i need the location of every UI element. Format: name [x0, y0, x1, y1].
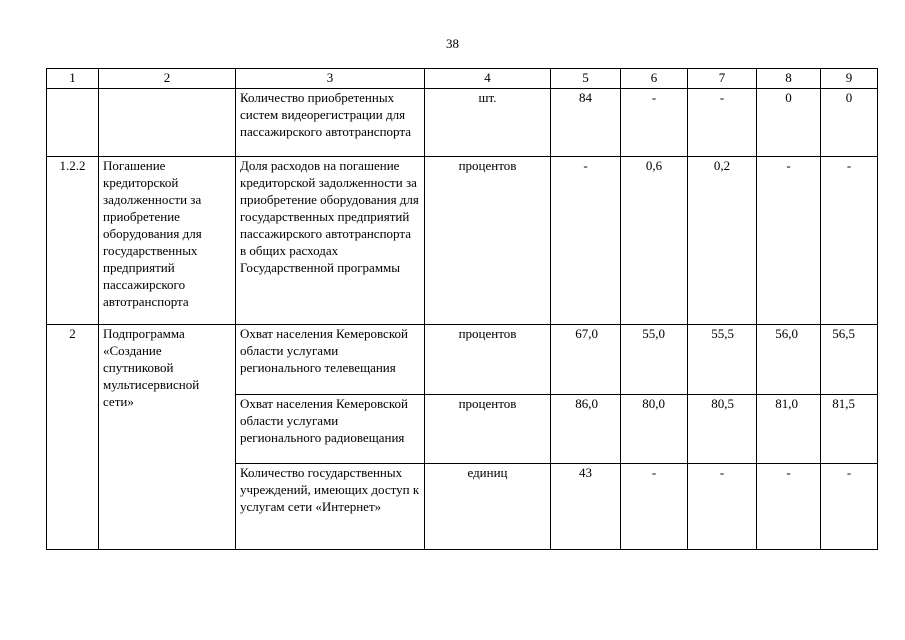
row-value-6: 55,0 — [621, 325, 688, 395]
row-value-6: - — [621, 89, 688, 157]
row-value-8: - — [757, 464, 821, 550]
row-value-7: - — [688, 464, 757, 550]
row-value-5: 84 — [551, 89, 621, 157]
row-value-7: 80,5 — [688, 395, 757, 464]
header-cell-8: 8 — [757, 69, 821, 89]
row-value-7: 55,5 — [688, 325, 757, 395]
header-cell-7: 7 — [688, 69, 757, 89]
row-value-5: 43 — [551, 464, 621, 550]
row-unit: процентов — [425, 157, 551, 325]
indicators-table — [46, 68, 878, 550]
row-value-9: 0 — [821, 89, 878, 157]
row-number: 1.2.2 — [47, 157, 99, 325]
row-indicator: Количество приобретенных систем видеорегистрации для пассажирского автотранспорта — [236, 89, 425, 157]
row-indicator: Количество государственных учреждений, имеющих доступ к услугам сети «Интернет» — [236, 464, 425, 550]
row-name: Подпрограмма «Создание спутниковой мультисервисной сети» — [99, 325, 236, 550]
row-indicator: Охват населения Кемеровской области услугами регионального радиовещания — [236, 395, 425, 464]
row-name — [99, 89, 236, 157]
row-name: Погашение кредиторской задолженности за приобретение оборудования для государственных предприятий пассажирского автотранспорта — [99, 157, 236, 325]
row-value-9: - — [821, 157, 878, 325]
table-row — [47, 89, 878, 157]
header-cell-4: 4 — [425, 69, 551, 89]
row-value-8: - — [757, 157, 821, 325]
row-indicator: Охват населения Кемеровской области услугами регионального телевещания — [236, 325, 425, 395]
header-cell-6: 6 — [621, 69, 688, 89]
row-value-6: - — [621, 464, 688, 550]
row-value-5: 86,0 — [551, 395, 621, 464]
row-value-7: - — [688, 89, 757, 157]
header-cell-3: 3 — [236, 69, 425, 89]
row-value-8: 56,0 — [757, 325, 821, 395]
header-cell-2: 2 — [99, 69, 236, 89]
row-unit: процентов — [425, 325, 551, 395]
table-header-row — [47, 69, 878, 89]
header-cell-1: 1 — [47, 69, 99, 89]
row-unit: шт. — [425, 89, 551, 157]
row-value-9: 81,5 — [821, 395, 878, 464]
row-value-8: 81,0 — [757, 395, 821, 464]
row-value-6: 0,6 — [621, 157, 688, 325]
row-value-8: 0 — [757, 89, 821, 157]
row-value-9: - — [821, 464, 878, 550]
row-number: 2 — [47, 325, 99, 550]
row-value-9: 56,5 — [821, 325, 878, 395]
header-cell-5: 5 — [551, 69, 621, 89]
row-value-6: 80,0 — [621, 395, 688, 464]
row-value-5: - — [551, 157, 621, 325]
row-unit: процентов — [425, 395, 551, 464]
row-indicator: Доля расходов на погашение кредиторской задолженности за приобретение оборудования для государственных предприятий пассажирского автотранспорта в общих расходах Государственной программы — [236, 157, 425, 325]
row-value-5: 67,0 — [551, 325, 621, 395]
row-value-7: 0,2 — [688, 157, 757, 325]
row-number — [47, 89, 99, 157]
table-row — [47, 157, 878, 325]
table-row — [47, 325, 878, 395]
header-cell-9: 9 — [821, 69, 878, 89]
row-unit: единиц — [425, 464, 551, 550]
page-number: 38 — [446, 36, 459, 51]
